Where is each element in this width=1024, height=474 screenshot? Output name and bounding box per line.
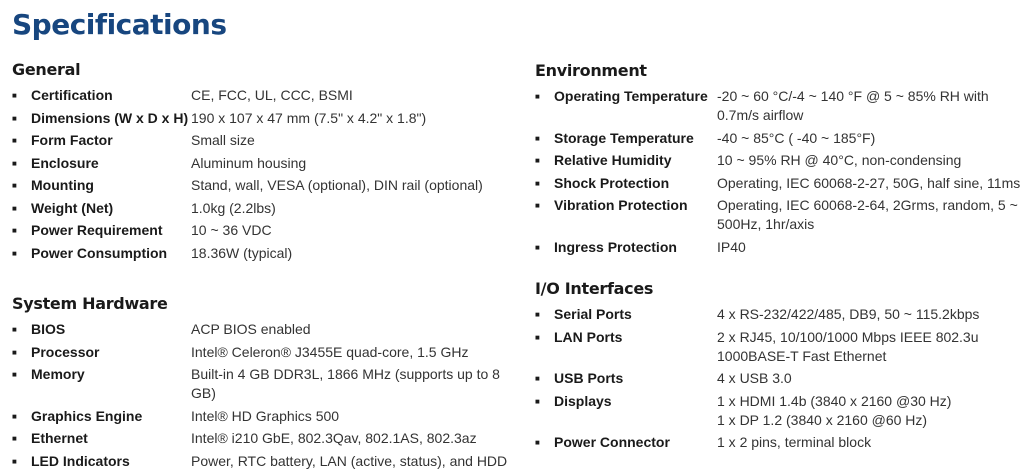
bullet-icon: ■ bbox=[535, 438, 540, 447]
bullet-icon: ■ bbox=[12, 158, 17, 168]
spec-label: Ethernet bbox=[31, 430, 88, 446]
spec-row bbox=[535, 129, 1022, 148]
spec-row bbox=[535, 196, 1022, 234]
spec-list bbox=[12, 320, 521, 471]
spec-label: LED Indicators bbox=[31, 452, 130, 469]
spec-value: Power, RTC battery, LAN (active, status), and HDD bbox=[191, 452, 508, 469]
spec-label: Displays bbox=[554, 392, 612, 409]
system-hardware-section bbox=[12, 294, 521, 474]
spec-row bbox=[12, 109, 521, 128]
spec-row bbox=[535, 369, 1022, 388]
spec-label: Certification bbox=[31, 87, 113, 103]
bullet-icon: ■ bbox=[12, 325, 17, 334]
spec-value: Small size bbox=[191, 132, 255, 148]
bullet-icon: ■ bbox=[535, 201, 540, 210]
spec-row bbox=[12, 407, 521, 426]
spec-label: Mounting bbox=[31, 177, 94, 193]
spec-value: ACP BIOS enabled bbox=[191, 321, 311, 337]
spec-row bbox=[12, 199, 521, 218]
spec-label: Power Connector bbox=[554, 434, 670, 450]
spec-value: Stand, wall, VESA (optional), DIN rail (optional) bbox=[191, 177, 483, 193]
spec-label: Shock Protection bbox=[554, 174, 670, 191]
spec-row bbox=[12, 131, 521, 150]
bullet-icon: ■ bbox=[12, 434, 17, 443]
spec-value: 10 ~ 95% RH @ 40°C, non-condensing bbox=[717, 152, 962, 168]
io-interfaces-section bbox=[535, 279, 1022, 456]
bullet-icon: ■ bbox=[12, 113, 17, 123]
bullet-icon: ■ bbox=[12, 347, 17, 357]
spec-row bbox=[12, 154, 521, 173]
spec-label: Operating Temperature bbox=[554, 88, 708, 104]
spec-value: 1.0kg (2.2lbs) bbox=[191, 199, 276, 216]
environment-section bbox=[535, 61, 1022, 260]
spec-row bbox=[535, 174, 1022, 193]
spec-row bbox=[12, 365, 521, 403]
spec-row bbox=[12, 221, 521, 240]
spec-row bbox=[12, 176, 521, 195]
bullet-icon: ■ bbox=[535, 156, 540, 165]
spec-label: LAN Ports bbox=[554, 328, 623, 345]
bullet-icon: ■ bbox=[535, 374, 540, 383]
spec-value: Built-in 4 GB DDR3L, 1866 MHz (supports up to 8 GB) bbox=[191, 366, 500, 401]
spec-label: Dimensions (W x D x H) bbox=[31, 109, 189, 126]
spec-value: 4 x RS-232/422/485, DB9, 50 ~ 115.2kbps bbox=[717, 306, 980, 322]
spec-label: Serial Ports bbox=[554, 306, 632, 322]
spec-value: 4 x USB 3.0 bbox=[717, 370, 792, 386]
spec-label: Vibration Protection bbox=[554, 197, 688, 213]
page-title: Specifications bbox=[12, 8, 227, 41]
general-section bbox=[12, 60, 521, 266]
spec-value: 1 x 2 pins, terminal block bbox=[717, 434, 872, 450]
bullet-icon: ■ bbox=[535, 92, 540, 101]
spec-row bbox=[535, 392, 1022, 430]
spec-value: 1 x HDMI 1.4b (3840 x 2160 @30 Hz) 1 x DP 1.2 (3840 x 2160 @60 Hz) bbox=[717, 392, 952, 428]
spec-value: Operating, IEC 60068-2-27, 50G, half sine, 11ms bbox=[717, 174, 1021, 191]
spec-label: Power Consumption bbox=[31, 244, 168, 261]
spec-label: BIOS bbox=[31, 321, 66, 337]
spec-label: Form Factor bbox=[31, 132, 113, 148]
spec-value: Intel® Celeron® J3455E quad-core, 1.5 GHz bbox=[191, 343, 469, 360]
bullet-icon: ■ bbox=[12, 226, 17, 235]
bullet-icon: ■ bbox=[535, 310, 540, 319]
spec-value: IP40 bbox=[717, 238, 746, 255]
spec-row bbox=[535, 87, 1022, 125]
bullet-icon: ■ bbox=[535, 133, 540, 143]
spec-list bbox=[535, 87, 1022, 257]
bullet-icon: ■ bbox=[535, 178, 540, 188]
spec-row bbox=[535, 151, 1022, 170]
spec-value: Intel® i210 GbE, 802.3Qav, 802.1AS, 802.3az bbox=[191, 430, 477, 446]
section-title: System Hardware bbox=[12, 294, 168, 313]
spec-row bbox=[12, 343, 521, 362]
bullet-icon: ■ bbox=[12, 411, 17, 421]
spec-row bbox=[12, 452, 521, 471]
bullet-icon: ■ bbox=[12, 181, 17, 190]
spec-row bbox=[12, 244, 521, 263]
section-title: General bbox=[12, 60, 81, 79]
spec-row bbox=[535, 328, 1022, 366]
spec-value: Intel® HD Graphics 500 bbox=[191, 407, 340, 424]
bullet-icon: ■ bbox=[12, 203, 17, 213]
spec-label: Graphics Engine bbox=[31, 407, 143, 424]
spec-value: 190 x 107 x 47 mm (7.5" x 4.2" x 1.8") bbox=[191, 109, 427, 126]
spec-value: -20 ~ 60 °C/-4 ~ 140 °F @ 5 ~ 85% RH with 0.7m/s airflow bbox=[717, 88, 989, 123]
section-title: Environment bbox=[535, 61, 647, 80]
spec-value: Aluminum housing bbox=[191, 154, 307, 171]
bullet-icon: ■ bbox=[535, 242, 540, 252]
spec-row bbox=[535, 433, 1022, 452]
bullet-icon: ■ bbox=[535, 332, 540, 342]
spec-label: Ingress Protection bbox=[554, 238, 677, 255]
spec-value: 18.36W (typical) bbox=[191, 244, 293, 261]
bullet-icon: ■ bbox=[535, 396, 540, 406]
spec-row bbox=[12, 86, 521, 105]
spec-value: -40 ~ 85°C ( -40 ~ 185°F) bbox=[717, 129, 876, 146]
spec-value: 10 ~ 36 VDC bbox=[191, 222, 272, 238]
spec-value: Operating, IEC 60068-2-64, 2Grms, random, 5 ~ 500Hz, 1hr/axis bbox=[717, 197, 1018, 232]
spec-row bbox=[12, 429, 521, 448]
spec-row bbox=[535, 305, 1022, 324]
bullet-icon: ■ bbox=[12, 370, 17, 379]
spec-list bbox=[535, 305, 1022, 452]
bullet-icon: ■ bbox=[12, 91, 17, 100]
spec-label: Processor bbox=[31, 343, 100, 360]
bullet-icon: ■ bbox=[12, 136, 17, 145]
spec-label: Storage Temperature bbox=[554, 129, 694, 146]
spec-label: Memory bbox=[31, 366, 85, 382]
spec-value: 2 x RJ45, 10/100/1000 Mbps IEEE 802.3u 1000BASE-T Fast Ethernet bbox=[717, 328, 979, 364]
spec-row bbox=[535, 238, 1022, 257]
spec-label: Power Requirement bbox=[31, 222, 163, 238]
bullet-icon: ■ bbox=[12, 248, 17, 258]
spec-row bbox=[12, 320, 521, 339]
spec-value: CE, FCC, UL, CCC, BSMI bbox=[191, 87, 353, 103]
spec-label: Relative Humidity bbox=[554, 152, 672, 168]
section-title: I/O Interfaces bbox=[535, 279, 654, 298]
bullet-icon: ■ bbox=[12, 456, 17, 466]
spec-list bbox=[12, 86, 521, 263]
spec-label: USB Ports bbox=[554, 370, 624, 386]
spec-label: Enclosure bbox=[31, 154, 99, 171]
spec-label: Weight (Net) bbox=[31, 199, 114, 216]
